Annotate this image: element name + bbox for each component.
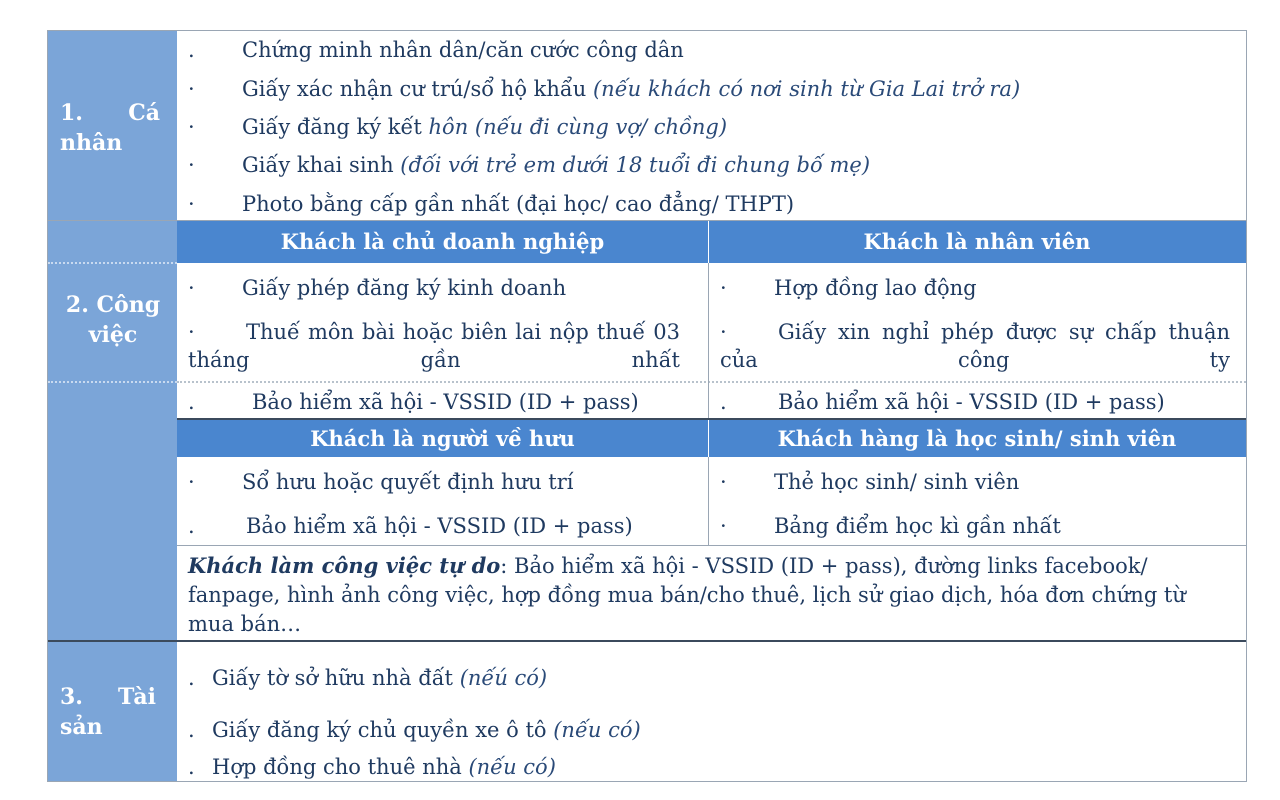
list-item: Thuế môn bài hoặc biên lai nộp thuế 03 tháng gần nhất (188, 320, 680, 372)
list-item: Hợp đồng lao động (774, 276, 977, 300)
column-divider (708, 263, 709, 418)
bullet: . (188, 718, 195, 742)
list-item: Giấy phép đăng ký kinh doanh (242, 276, 567, 300)
bullet: . (188, 38, 195, 62)
header-divider (708, 420, 709, 457)
bullet: · (188, 115, 195, 139)
section-label-personal: 1. Cá nhân (60, 100, 160, 156)
bullet: · (188, 320, 195, 344)
section-label-assets: 3. Tài sản (60, 684, 156, 740)
bullet: · (188, 77, 195, 101)
list-item: Giấy khai sinh (đối với trẻ em dưới 18 tuổi đi chung bố mẹ) (242, 153, 871, 177)
list-item: Bảo hiểm xã hội - VSSID (ID + pass) (778, 390, 1165, 414)
bullet: . (720, 390, 727, 414)
column-divider (708, 457, 709, 545)
column-header-student: Khách hàng là học sinh/ sinh viên (708, 420, 1246, 457)
list-item: Sổ hưu hoặc quyết định hưu trí (242, 470, 574, 494)
bullet: . (188, 666, 195, 690)
row-separator (177, 381, 1246, 383)
list-item: Bảng điểm học kì gần nhất (774, 514, 1061, 538)
column-header-business-owner: Khách là chủ doanh nghiệp (177, 221, 708, 263)
section-divider (48, 640, 1246, 642)
bullet: · (720, 514, 727, 538)
list-item: Giấy tờ sở hữu nhà đất (nếú có) (212, 666, 548, 690)
list-item: Hợp đồng cho thuê nhà (nếu có) (212, 755, 556, 779)
list-item: Bảo hiểm xã hội - VSSID (ID + pass) (246, 514, 633, 538)
bullet: . (188, 755, 195, 779)
section-divider (48, 220, 1246, 221)
list-item: Giấy xác nhận cư trú/sổ hộ khẩu (nếu khách có nơi sinh từ Gia Lai trở ra) (242, 77, 1021, 101)
list-item: Giấy đăng ký kết hôn (nếu đi cùng vợ/ chồng) (242, 115, 728, 139)
list-item: Photo bằng cấp gần nhất (đại học/ cao đẳng/ THPT) (242, 192, 795, 216)
list-item: Chứng minh nhân dân/căn cước công dân (242, 38, 684, 62)
section-label-work: 2. Công việc (62, 290, 164, 350)
header-divider (708, 221, 709, 263)
column-header-retiree: Khách là người về hưu (177, 420, 708, 457)
list-item: Bảo hiểm xã hội - VSSID (ID + pass) (252, 390, 639, 414)
list-item: Giấy đăng ký chủ quyền xe ô tô (nếu có) (212, 718, 641, 742)
column-header-employee: Khách là nhân viên (708, 221, 1246, 263)
list-item: Thẻ học sinh/ sinh viên (774, 470, 1020, 494)
bullet: . (188, 390, 195, 414)
list-item: Giấy xin nghỉ phép được sự chấp thuận của công ty (720, 320, 1230, 372)
section-separator (48, 262, 177, 264)
section-separator (48, 381, 177, 383)
bullet: · (720, 276, 727, 300)
bullet: · (720, 320, 727, 344)
section-cell-work-continued (48, 418, 177, 640)
freelance-paragraph: Khách làm công việc tự do: Bảo hiểm xã hội - VSSID (ID + pass), đường links facebook/ fanpage, hình ảnh công việc, hợp đồng mua bán/cho thuê, lịch sử giao dịch, hóa đơn chứng từ mua bán… (188, 553, 1186, 636)
bullet: . (188, 514, 195, 538)
bullet: · (188, 192, 195, 216)
row-divider (177, 545, 1246, 546)
bullet: · (188, 276, 195, 300)
bullet: · (188, 470, 195, 494)
bullet: · (720, 470, 727, 494)
bullet: · (188, 153, 195, 177)
